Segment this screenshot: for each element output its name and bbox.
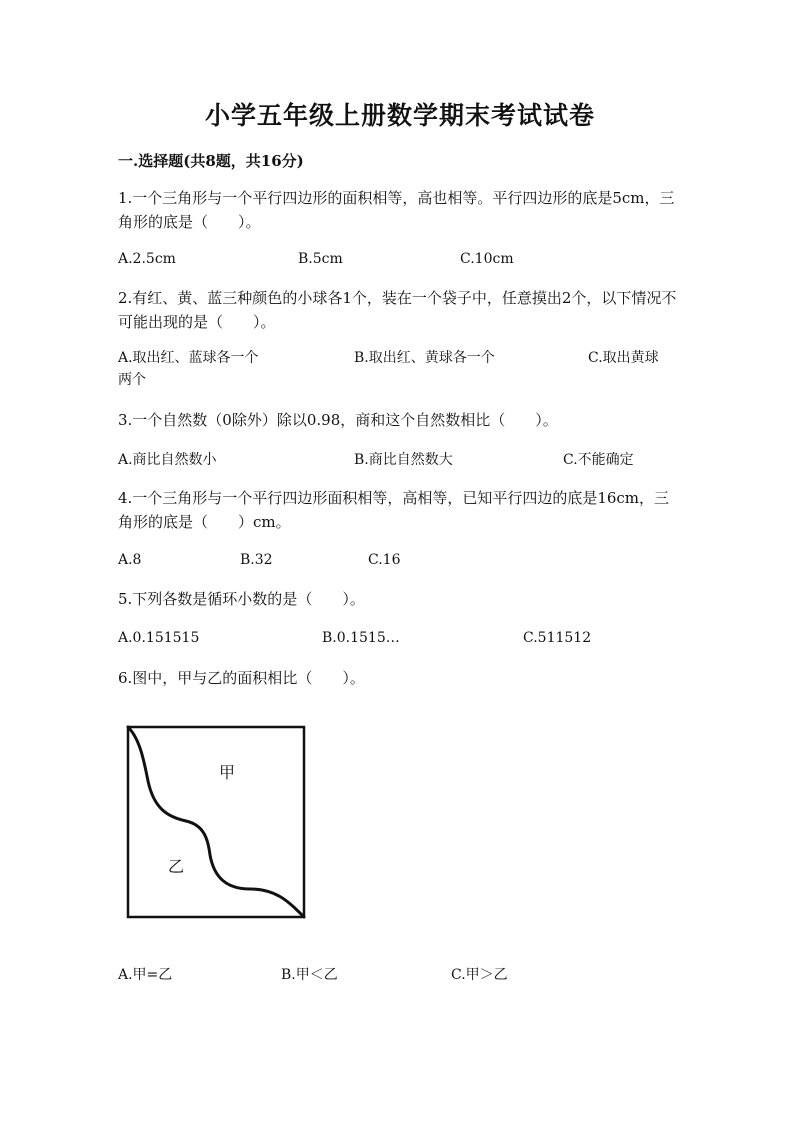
option-c[interactable]: C.511512 <box>523 630 592 646</box>
option-c[interactable]: C.甲＞乙 <box>451 967 508 983</box>
option-a[interactable]: A.2.5cm <box>118 251 176 267</box>
option-c[interactable]: C.16 <box>368 552 401 568</box>
section-heading: 一.选择题(共8题，共16分) <box>118 152 304 170</box>
option-b[interactable]: B.5cm <box>298 251 343 267</box>
question-2-options <box>118 347 678 395</box>
option-c[interactable]: C.10cm <box>460 251 514 267</box>
area-comparison-figure <box>118 717 314 925</box>
label-jia: 甲 <box>219 763 236 782</box>
option-a[interactable]: A.0.151515 <box>118 630 200 646</box>
option-b[interactable]: B.取出红、黄球各一个 <box>354 350 495 366</box>
dividing-curve <box>128 727 304 917</box>
option-a[interactable]: A.商比自然数小 <box>118 452 217 468</box>
question-3: 3.一个自然数（0除外）除以0.98，商和这个自然数相比（ ）。 <box>118 411 558 429</box>
square-outline <box>128 727 304 917</box>
question-6: 6.图中，甲与乙的面积相比（ ）。 <box>118 669 365 687</box>
option-c[interactable]: C.不能确定 <box>563 452 634 468</box>
question-2: 2.有红、黄、蓝三种颜色的小球各1个，装在一个袋子中，任意摸出2个，以下情况不可能出现的是（ ）。 <box>118 289 677 331</box>
question-6-options <box>118 964 678 1012</box>
option-c[interactable]: C.取出黄球 <box>588 350 659 366</box>
option-a[interactable]: A.甲=乙 <box>118 967 173 983</box>
option-b[interactable]: B.0.1515… <box>322 630 400 646</box>
question-1: 1.一个三角形与一个平行四边形的面积相等，高也相等。平行四边形的底是5cm，三角形的底是（ ）。 <box>118 189 675 231</box>
option-a[interactable]: A.取出红、蓝球各一个 <box>118 350 259 366</box>
question-5: 5.下列各数是循环小数的是（ ）。 <box>118 590 365 608</box>
option-b[interactable]: B.商比自然数大 <box>354 452 453 468</box>
question-4: 4.一个三角形与一个平行四边形面积相等，高相等，已知平行四边的底是16cm，三角形的底是（ ）cm。 <box>118 489 670 531</box>
square-diagram <box>118 717 314 925</box>
option-b[interactable]: B.32 <box>240 552 273 568</box>
option-a[interactable]: A.8 <box>118 552 142 568</box>
label-yi: 乙 <box>168 857 185 876</box>
option-c-continued: 两个 <box>118 372 146 388</box>
page-title: 小学五年级上册数学期末考试试卷 <box>204 101 595 130</box>
option-b[interactable]: B.甲＜乙 <box>281 967 338 983</box>
